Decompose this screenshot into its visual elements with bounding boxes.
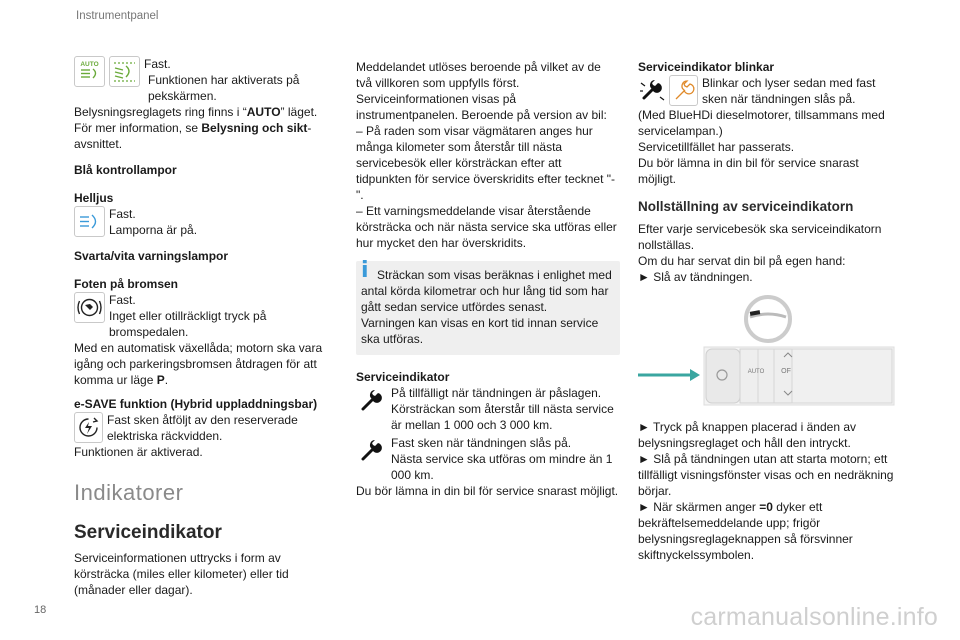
blue-lamps-heading: Blå kontrollampor xyxy=(74,163,177,177)
high-beam-status: Fast. xyxy=(109,207,136,221)
si1-line1: På tillfälligt när tändningen är påslagen. xyxy=(391,386,602,400)
auto-lights-icon xyxy=(74,56,105,87)
si2-line1: Fast sken när tändningen slås på. xyxy=(391,436,572,450)
high-beam-icon xyxy=(74,206,105,237)
stalk-svg xyxy=(638,289,900,419)
high-beam-heading: Helljus xyxy=(74,191,114,205)
svg-text:AUTO: AUTO xyxy=(80,61,99,68)
column-3 xyxy=(638,59,900,563)
bw-lamps-heading: Svarta/vita varningslampor xyxy=(74,249,229,263)
reset-step-4-c: dyker ett bekräftelsemeddelande upp; frigör belysningsreglageknappen så försvinner skiftnyckelssymbolen. xyxy=(638,500,853,562)
page-number: 18 xyxy=(34,604,47,616)
more-info-link: Belysning och sikt xyxy=(201,121,308,135)
brake-auto-a: Med en automatisk växellåda; motorn ska vara igång och parkeringsbromsen åtdragen för att komma ur läge xyxy=(74,341,323,387)
stalk-label-auto: AUTO xyxy=(747,369,765,375)
reset-step-1: ► Slå av tändningen. xyxy=(638,270,753,284)
service-version-a: – På raden som visar vägmätaren anges hur många kilometer som återstår till nästa servicebesök eller körsträckan efter att tidpunkten för service överskridits efter tecknet "-". xyxy=(356,124,616,202)
wrench-icon xyxy=(356,385,387,416)
reset-step-3: ► Slå på tändningen utan att starta motorn; ett tillfälligt visningsfönster visas och en nedräkning börjar. xyxy=(638,452,894,498)
high-beam-desc: Lamporna är på. xyxy=(109,223,198,237)
brake-desc: Inget eller otillräckligt tryck på bromspedalen. xyxy=(109,309,267,339)
blink-line2: (Med BlueHDi dieselmotorer, tillsammans med servicelampan.) xyxy=(638,108,885,138)
wrench-outline-icon xyxy=(669,75,698,106)
column-1 xyxy=(74,56,336,598)
dipped-beam-icon xyxy=(109,56,140,87)
blink-line4: Du bör lämna in din bil för service snarast möjligt. xyxy=(638,156,859,186)
brake-auto-note xyxy=(74,340,336,388)
brake-status: Fast. xyxy=(109,293,136,307)
service-display-note: Serviceinformationen visas på instrumentpanelen. Beroende på version av bil: xyxy=(356,92,607,122)
section-title-indikatorer: Indikatorer xyxy=(74,480,184,505)
info-note xyxy=(356,258,620,355)
reset-intro: Efter varje servicebesök ska serviceindikatorn nollställas. xyxy=(638,222,882,252)
auto-desc-text: Funktionen har aktiverats på pekskärmen. xyxy=(148,73,300,103)
wrench-blinking-icon xyxy=(638,75,665,106)
reset-self-service: Om du har servat din bil på egen hand: xyxy=(638,254,846,268)
column-2 xyxy=(356,59,620,499)
si1-line2: Körsträckan som återstår till nästa service är mellan 1 000 och 3 000 km. xyxy=(391,402,614,432)
gear-p: P xyxy=(156,373,165,387)
blink-line1: Blinkar och lyser sedan med fast sken när tändningen slås på. xyxy=(702,76,876,106)
blink-heading: Serviceindikator blinkar xyxy=(638,60,775,74)
auto-ring-text-c: ” läget. xyxy=(280,105,318,119)
watermark: carmanualsonline.info xyxy=(690,603,938,631)
reset-step-2: ► Tryck på knappen placerad i änden av belysningsreglaget och håll den intryckt. xyxy=(638,420,857,450)
wrench-fixed-icon xyxy=(356,435,387,466)
reset-heading: Nollställning av serviceindikatorn xyxy=(638,199,854,214)
service-intro: Serviceinformationen uttrycks i form av körsträcka (miles eller kilometer) eller tid (månader eller dagar). xyxy=(74,551,289,597)
auto-more-info xyxy=(74,120,336,152)
info-note-text-2: Varningen kan visas en kort tid innan service ska utföras. xyxy=(361,316,599,346)
brake-heading: Foten på bromsen xyxy=(74,277,179,291)
esave-desc: Fast sken åtföljt av den reserverade elektriska räckvidden. xyxy=(107,413,298,443)
more-info-c: -avsnittet. xyxy=(74,121,312,151)
esave-active: Funktionen är aktiverad. xyxy=(74,445,203,459)
info-icon: i xyxy=(361,258,369,283)
foot-on-brake-icon xyxy=(74,292,105,323)
auto-ring-text-a: Belysningsreglagets ring finns i “ xyxy=(74,105,247,119)
auto-ring-text-b: AUTO xyxy=(246,105,281,119)
reset-zero: =0 xyxy=(759,500,773,514)
blink-line3: Servicetillfället har passerats. xyxy=(638,140,795,154)
reset-step-4-a: ► När skärmen anger xyxy=(638,500,760,514)
esave-heading: e-SAVE funktion (Hybrid uppladdningsbar) xyxy=(74,397,318,411)
service-version-b: – Ett varningsmeddelande visar återstående körsträcka och när nästa service ska utföras eller hur mycket den har överskridits. xyxy=(356,204,617,250)
auto-ring-note xyxy=(74,104,336,120)
brake-auto-c: . xyxy=(164,373,169,387)
lighting-stalk-illustration xyxy=(638,289,900,419)
more-info-a: För mer information, se xyxy=(74,121,202,135)
stalk-label-of: OF xyxy=(781,368,791,375)
section-title-serviceindikator: Serviceindikator xyxy=(74,522,222,543)
si2-line3: Du bör lämna in din bil för service snarast möjligt. xyxy=(356,484,619,498)
service-trigger-note: Meddelandet utlöses beroende på vilket av de två villkoren som uppfylls först. xyxy=(356,60,601,90)
si2-line2: Nästa service ska utföras om mindre än 1 000 km. xyxy=(391,452,613,482)
auto-status: Fast. xyxy=(144,57,171,71)
running-header: Instrumentpanel xyxy=(76,10,159,22)
service-indicator-heading: Serviceindikator xyxy=(356,370,450,384)
reset-step-4 xyxy=(638,499,900,563)
e-save-icon xyxy=(74,412,103,443)
info-note-text-1: Sträckan som visas beräknas i enlighet med antal körda kilometrar och hur lång tid som har gått sedan service utfördes senast. xyxy=(361,268,612,314)
